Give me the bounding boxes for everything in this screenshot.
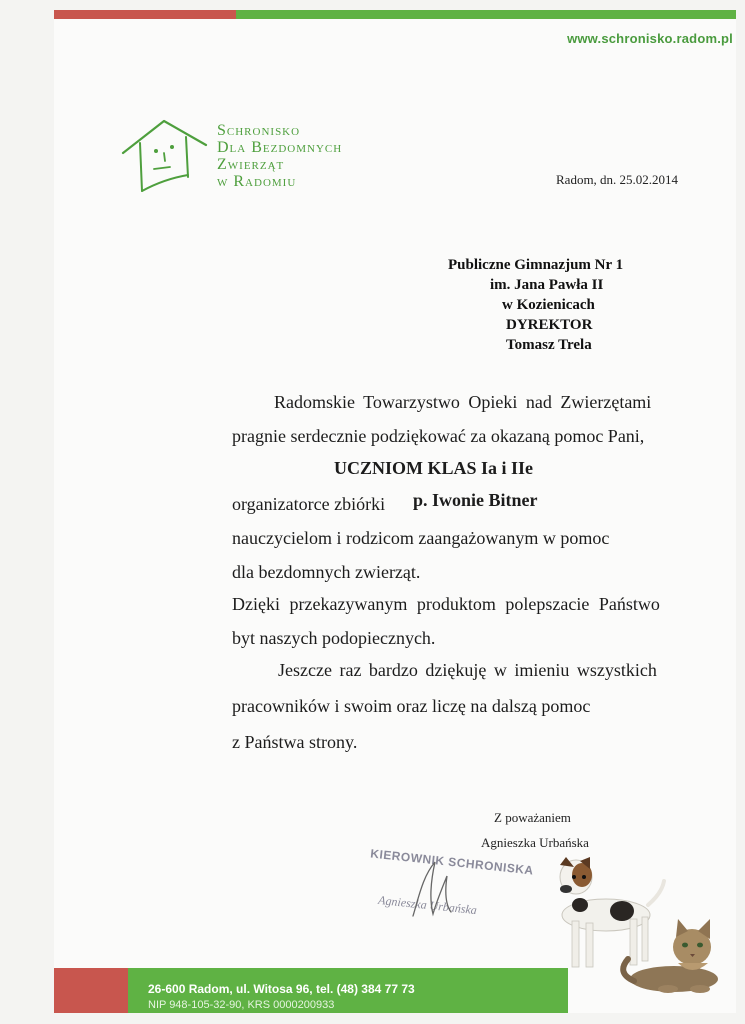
logo-wordmark — [217, 122, 342, 190]
body-line: nauczycielom i rodzicom zaangażowanym w pomoc — [232, 528, 610, 548]
body-line: organizatorce zbiórki — [232, 494, 386, 514]
body-line: dla bezdomnych zwierząt. — [232, 562, 421, 582]
handwritten-signature — [405, 856, 465, 926]
body-line: Radomskie Towarzystwo Opieki nad Zwierzętami — [274, 392, 652, 412]
footer-address: 26-600 Radom, ul. Witosa 96, tel. (48) 384 77 73 — [148, 982, 415, 996]
logo-line: Schronisko — [217, 122, 301, 139]
top-bar-green — [236, 10, 736, 19]
recipient-line: DYREKTOR — [506, 317, 593, 333]
logo-line: Zwierząt — [217, 156, 285, 173]
footer-bar-red — [54, 968, 128, 1013]
recipient-line: im. Jana Pawła II — [490, 277, 604, 293]
body-line: byt naszych podopiecznych. — [232, 628, 436, 648]
body-line: z Państwa strony. — [232, 732, 358, 752]
footer-bar — [54, 968, 736, 1013]
body-line: Jeszcze raz bardzo dziękuję w imieniu wszystkich — [278, 660, 657, 680]
body-line: pracowników i swoim oraz liczę na dalszą pomoc — [232, 696, 591, 716]
recipient-line: Publiczne Gimnazjum Nr 1 — [448, 257, 624, 273]
top-bar-red — [54, 10, 236, 19]
stamp-name: Agnieszka Urbańska — [377, 892, 478, 918]
logo-line: Dla Bezdomnych — [217, 139, 343, 156]
top-color-bar — [54, 10, 736, 19]
letter-date: Radom, dn. 25.02.2014 — [556, 172, 679, 187]
stamp-title: KIEROWNIK SCHRONISKA — [369, 846, 535, 878]
body-line: pragnie serdecznie podziękować za okazaną pomoc Pani, — [232, 426, 645, 446]
signatory-name: Agnieszka Urbańska — [481, 835, 589, 850]
recipient-line: Tomasz Trela — [506, 337, 592, 353]
footer-bar-green — [128, 968, 568, 1013]
logo-line: w Radomiu — [217, 173, 297, 190]
recipient-line: w Kozienicach — [502, 297, 595, 313]
footer-ids: NIP 948-105-32-90, KRS 0000200933 — [148, 999, 335, 1011]
website-link[interactable]: www.schronisko.radom.pl — [567, 31, 733, 46]
organizer-name: p. Iwonie Bitner — [413, 490, 538, 510]
house-with-face-icon — [120, 115, 212, 195]
body-line: Dzięki przekazywanym produktom polepszacie Państwo — [232, 594, 660, 614]
regards-text: Z poważaniem — [494, 810, 571, 825]
body-classes: UCZNIOM KLAS Ia i IIe — [334, 458, 534, 478]
